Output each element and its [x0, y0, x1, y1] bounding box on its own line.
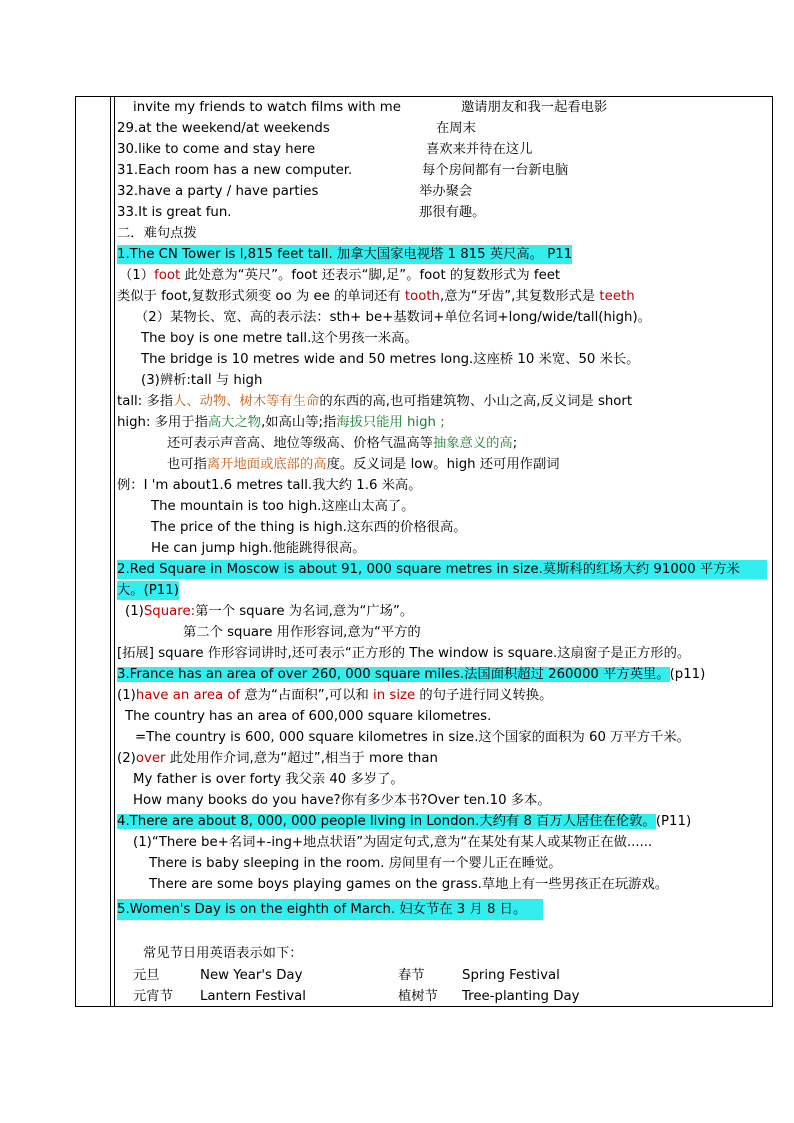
vocab-zh: 每个房间都有一台新电脑 — [422, 163, 569, 178]
note-line: (2)over 此处用作介词,意为“超过”,相当于 more than — [117, 751, 438, 766]
vocab-zh: 邀请朋友和我一起看电影 — [461, 100, 608, 115]
sentence-2-heading: 2.Red Square in Moscow is about 91, 000 square metres in size.莫斯科的红场大约 91000 平方米 — [117, 560, 767, 579]
sentence-5-heading: 5.Women's Day is on the eighth of March. 妇女节在 3 月 8 日。 — [117, 899, 543, 920]
note-line: (1)have an area of 意为“占面积”,可以和 in size 的句子进行同义转换。 — [117, 688, 553, 703]
vocab-en: invite my friends to watch films with me — [133, 100, 401, 115]
column-divider — [110, 97, 111, 1006]
note-line: tall: 多指人、动物、树木等有生命的东西的高,也可指建筑物、小山之高,反义词是 short — [117, 394, 633, 409]
example-sentence: The country has an area of 600,000 square kilometres. — [125, 709, 492, 724]
festival-en: Lantern Festival — [200, 989, 306, 1004]
section-title: 二．难句点拨 — [117, 226, 197, 241]
sentence-3-heading: 3.France has an area of over 260, 000 square miles.法国面积超过 260000 平方英里。(p11) — [117, 667, 706, 682]
vocab-zh: 那很有趣。 — [419, 205, 486, 220]
example-sentence: The bridge is 10 metres wide and 50 metres long.这座桥 10 米宽、50 米长。 — [141, 352, 640, 367]
example-sentence: The mountain is too high.这座山太高了。 — [151, 499, 415, 514]
festival-en: Tree-planting Day — [462, 989, 580, 1004]
vocab-en: 31.Each room has a new computer. — [117, 163, 353, 178]
note-line: 第二个 square 用作形容词,意为“平方的 — [183, 625, 421, 640]
festival-en: Spring Festival — [462, 968, 560, 983]
festivals-intro: 常见节日用英语表示如下： — [143, 946, 303, 961]
example-sentence: He can jump high.他能跳得很高。 — [151, 541, 366, 556]
vocab-en: 32.have a party / have parties — [117, 184, 319, 199]
note-line: 类似于 foot,复数形式须变 oo 为 ee 的单词还有 tooth,意为“牙齿”,其复数形式是 teeth — [117, 289, 635, 304]
example-sentence: How many books do you have?你有多少本书?Over ten.10 多本。 — [133, 793, 551, 808]
example-sentence: There are some boys playing games on the grass.草地上有一些男孩正在玩游戏。 — [149, 877, 669, 892]
festival-en: New Year's Day — [200, 968, 303, 983]
vocab-zh: 举办聚会 — [419, 184, 473, 199]
festival-zh: 元宵节 — [133, 989, 173, 1004]
sentence-2-heading: 大。(P11) — [117, 583, 179, 598]
example-sentence: The boy is one metre tall.这个男孩一米高。 — [141, 331, 418, 346]
vocab-zh: 喜欢来并待在这儿 — [426, 142, 533, 157]
festival-zh: 植树节 — [398, 989, 438, 1004]
note-line: (1)“There be+名词+-ing+地点状语”为固定句式,意为“在某处有某人或某物正在做...... — [133, 835, 653, 850]
note-line: （2）某物长、宽、高的表示法：sth+ be+基数词+单位名词+long/wide/tall(high)。 — [135, 310, 651, 325]
vocab-en: 33.It is great fun. — [117, 205, 232, 220]
column-divider — [114, 97, 115, 1006]
festival-zh: 元旦 — [133, 968, 160, 983]
sentence-1-heading: 1.The CN Tower is l,815 feet tall. 加拿大国家电视塔 1 815 英尺高。 P11 — [117, 247, 573, 262]
note-line: [拓展] square 作形容词讲时,还可表示“正方形的 The window is square.这扇窗子是正方形的。 — [117, 646, 691, 661]
note-line: 还可表示声音高、地位等级高、价格气温高等抽象意义的高; — [167, 436, 518, 451]
note-line: （1）foot 此处意为“英尺”。foot 还表示“脚,足”。foot 的复数形式为 feet — [119, 268, 561, 283]
vocab-en: 29.at the weekend/at weekends — [117, 121, 330, 136]
vocab-zh: 在周末 — [436, 121, 476, 136]
festival-zh: 春节 — [398, 968, 425, 983]
note-line: (1)Square:第一个 square 为名词,意为“广场”。 — [125, 604, 414, 619]
example-sentence: The price of the thing is high.这东西的价格很高。 — [151, 520, 467, 535]
note-line: high: 多用于指高大之物,如高山等;指海拔只能用 high ; — [117, 415, 445, 430]
example-sentence: 例：I 'm about1.6 metres tall.我大约 1.6 米高。 — [117, 478, 422, 493]
vocab-en: 30.like to come and stay here — [117, 142, 316, 157]
sentence-4-heading: 4.There are about 8, 000, 000 people living in London.大约有 8 百万人居住在伦敦。(P11) — [117, 814, 692, 829]
example-sentence: =The country is 600, 000 square kilometres in size.这个国家的面积为 60 万平方千米。 — [135, 730, 690, 745]
example-sentence: There is baby sleeping in the room. 房间里有一个婴儿正在睡觉。 — [149, 856, 562, 871]
example-sentence: My father is over forty 我父亲 40 多岁了。 — [133, 772, 404, 787]
note-line: (3)辨析:tall 与 high — [141, 373, 263, 388]
note-line: 也可指离开地面或底部的高度。反义词是 low。high 还可用作副词 — [167, 457, 560, 472]
